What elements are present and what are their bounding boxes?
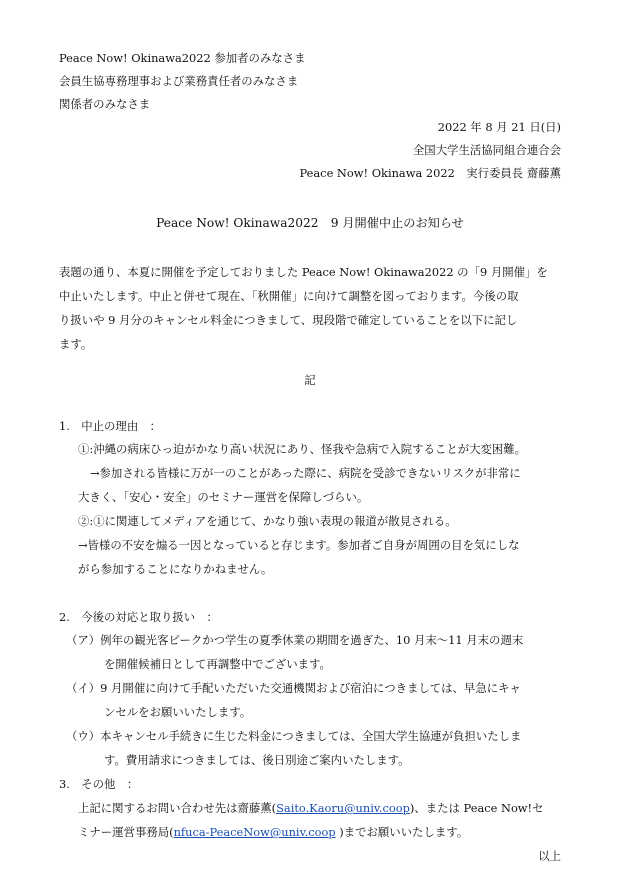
section-2-item-cont: す。費用請求につきましては、後日別途ご案内いたします。 xyxy=(104,753,410,767)
intro-line: 表題の通り、本夏に開催を予定しておりました Peace Now! Okinawa2022 の「9 月開催」を xyxy=(59,265,548,279)
section-1-line: →参加される皆様に万が一のことがあった際に、病院を受診できないリスクが非常に xyxy=(90,466,521,480)
intro-line: ます。 xyxy=(59,337,93,351)
ki-marker: 記 xyxy=(304,373,316,387)
section-2-heading: 2. 今後の対応と取り扱い ： xyxy=(59,610,218,624)
section-2-item: （ア）例年の観光客ピークかつ学生の夏季休業の期間を過ぎた、10 月末〜11 月末の週末 xyxy=(66,633,524,647)
section-1-heading: 1. 中止の理由 ： xyxy=(59,419,161,433)
section-2-item-cont: ンセルをお願いいたします。 xyxy=(104,705,252,719)
section-1-line: →皆様の不安を煽る一因となっていると存じます。参加者ご自身が周囲の目を気にしな xyxy=(78,538,520,552)
page-title: Peace Now! Okinawa2022 9 月開催中止のお知らせ xyxy=(156,216,464,230)
intro-line: り扱いや 9 月分のキャンセル料金につきまして、現段階で確定していることを以下に記し xyxy=(59,313,518,327)
section-1-line: 大きく、「安心・安全」のセミナー運営を保障しづらい。 xyxy=(78,490,369,504)
contact-text: )までお願いいたします。 xyxy=(335,825,469,839)
contact-text: ミナー運営事務局( xyxy=(78,825,174,839)
addressee-line: Peace Now! Okinawa2022 参加者のみなさま xyxy=(59,51,306,65)
contact-line xyxy=(78,827,468,838)
email-link-saito[interactable]: Saito.Kaoru@univ.coop xyxy=(276,801,410,815)
section-2-item: （イ）9 月開催に向けて手配いただいた交通機関および宿泊につきましては、早急にキャ xyxy=(66,681,521,695)
email-link-secretariat[interactable]: nfuca-PeaceNow@univ.coop xyxy=(173,825,336,839)
document-date: 2022 年 8 月 21 日(日) xyxy=(437,120,561,134)
section-1-line: ②:①に関連してメディアを通じて、かなり強い表現の報道が散見される。 xyxy=(78,514,457,528)
contact-line xyxy=(78,803,544,814)
section-1-line: ①:沖縄の病床ひっ迫がかなり高い状況にあり、怪我や急病で入院することが大変困難。 xyxy=(78,442,527,456)
contact-text: 上記に関するお問い合わせ先は齋藤薫( xyxy=(78,801,277,815)
section-1-line: がら参加することになりかねません。 xyxy=(78,562,273,576)
addressee-line: 会員生協専務理事および業務責任者のみなさま xyxy=(59,74,299,88)
addressee-line: 関係者のみなさま xyxy=(59,97,151,111)
section-3-heading: 3. その他 ： xyxy=(59,777,139,791)
sender-signatory: Peace Now! Okinawa 2022 実行委員長 齋藤薫 xyxy=(299,166,561,180)
closing-word: 以上 xyxy=(538,849,561,863)
section-2-item-cont: を開催候補日として再調整中でございます。 xyxy=(104,657,331,671)
contact-text: )、または Peace Now!セ xyxy=(409,801,544,815)
section-2-item: （ウ）本キャンセル手続きに生じた料金につきましては、全国大学生協連が負担いたしま xyxy=(66,729,522,743)
intro-line: 中止いたします。中止と併せて現在、「秋開催」に向けて調整を図っております。今後の取 xyxy=(59,289,519,303)
sender-organization: 全国大学生活協同組合連合会 xyxy=(412,143,561,157)
